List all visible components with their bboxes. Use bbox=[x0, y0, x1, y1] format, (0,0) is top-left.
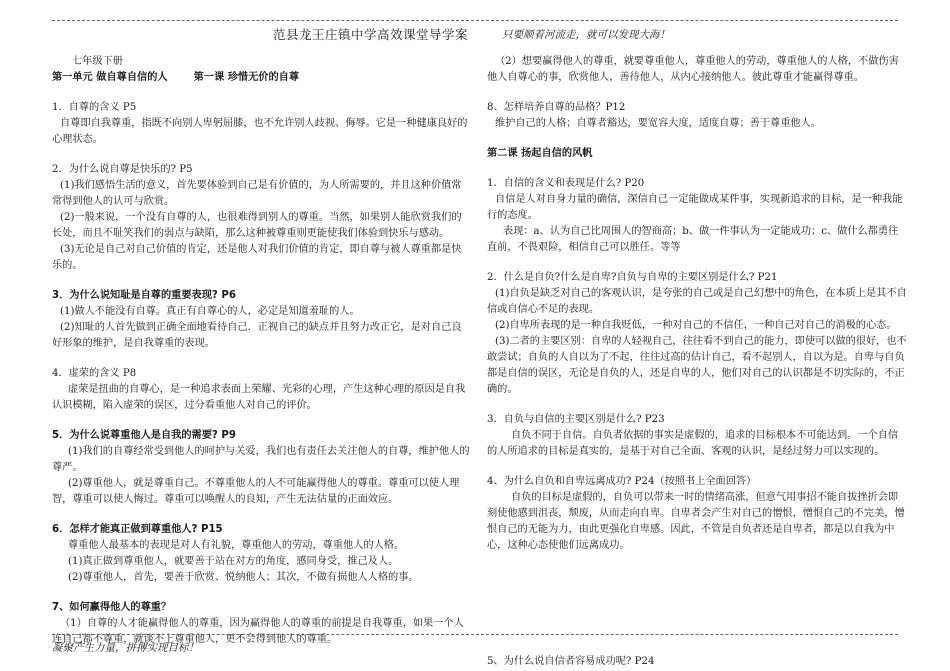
question-title: 4、为什么自负和自卑远离成功? P24（按照书上全面回答） bbox=[487, 476, 757, 487]
grade-label: 七年级下册 bbox=[72, 56, 123, 67]
question-title: 3．为什么说知耻是自尊的重要表现? P6 bbox=[52, 290, 236, 301]
question-1 bbox=[52, 100, 470, 148]
left-column bbox=[52, 54, 470, 648]
question-title: 5．为什么说尊重他人是自我的需要? P9 bbox=[52, 430, 236, 441]
answer-text: (1)做人不能没有自尊。真正有自尊心的人，必定是知道羞耻的人。 bbox=[60, 306, 360, 317]
lesson2-question-1 bbox=[487, 176, 907, 256]
answer-text: 自尊即自我尊重，指既不向别人卑躬屈膝，也不允许别人歧视、侮辱。它是一种健康良好的心理状态。 bbox=[52, 118, 468, 145]
answer-text: 尊重他人最基本的表现是对人有礼貌，尊重他人的劳动，尊重他人的人格。 bbox=[68, 540, 405, 551]
unit-title: 第一单元 做自尊自信的人 bbox=[52, 72, 168, 83]
answer-text: 虚荣是扭曲的自尊心，是一种追求表面上荣耀、光彩的心理，产生这种心理的原因是自我认识模糊，陷入虚荣的误区，过分看重他人对自己的评价。 bbox=[52, 384, 466, 411]
answer-text: (2)尊重他人，首先，要善于欣赏、悦纳他人；其次，不做有损他人人格的事。 bbox=[68, 572, 419, 583]
lesson2-question-4 bbox=[487, 474, 907, 554]
question-6 bbox=[52, 522, 470, 586]
answer-text: 维护自己的人格；自尊者豁达，要宽容大度，适度自尊；善于尊重他人。 bbox=[495, 118, 821, 129]
answer-space bbox=[487, 554, 907, 652]
lesson2-question-5 bbox=[487, 654, 907, 670]
answer-text: (3)无论是自己对自己价值的肯定，还是他人对我们价值的肯定，即自尊与被人尊重都是快乐的。 bbox=[52, 244, 462, 271]
question-8 bbox=[487, 100, 907, 132]
header-title: 范县龙王庄镇中学高效课堂导学案 bbox=[273, 27, 469, 42]
question-title: 5、为什么说自信者容易成功呢? P24 bbox=[487, 656, 655, 667]
answer-text: （1）自尊的人才能赢得他人的尊重，因为赢得他人的尊重的前提是自我尊重，如果一个人连自己都不尊重，就谈不上尊重他人，更不会得到他人的尊重。 bbox=[52, 618, 464, 645]
header-motto: 只要顺着河流走，就可以发现大海！ bbox=[502, 29, 670, 41]
answer-text: (2)知耻的人首先做到正确全面地看待自己．正视自己的缺点并且努力改正它，是对自己良好形象的维护，是自我尊重的表现。 bbox=[52, 322, 462, 349]
question-5 bbox=[52, 428, 470, 508]
question-title: 3．自负与自信的主要区别是什么? P23 bbox=[487, 414, 665, 425]
question-title: 4．虚荣的含义 P8 bbox=[52, 368, 137, 379]
answer-text: (2)一般来说，一个没有自尊的人，也很难得到别人的尊重。当然，如果别人能欣赏我们的长处，而且不耻笑我们的弱点与缺陷，那么这种被尊重则更能使我们体验到快乐与感动。 bbox=[52, 212, 462, 239]
lesson-2-title: 第二课 扬起自信的风帆 bbox=[487, 148, 593, 159]
answer-text: 表现：a、认为自己比周围人的智商高；b、做一件事认为一定能成功；c、做什么都勇往直前，不畏艰险，相信自己可以胜任。等等 bbox=[487, 226, 899, 253]
header-divider bbox=[52, 20, 898, 21]
footer-motto: 凝聚产生力量，拼搏实现目标！ bbox=[52, 642, 199, 654]
question-4 bbox=[52, 366, 470, 414]
answer-text: (3)二者的主要区别：自卑的人轻视自己，往往看不到自己的能力，即使可以做的很好，也不敢尝试；自负的人自以为了不起，往往过高的估计自己，看不起别人，自以为是。自卑与自负都是自信的误区，无论是自负的人，还是自卑的人，他们对自己的认识都是不切实际的，不正确的。 bbox=[487, 336, 907, 395]
question-title: 7、如何赢得他人的尊重？ bbox=[52, 602, 172, 613]
right-column bbox=[487, 54, 907, 670]
answer-text: (1)我们的自尊经常受到他人的呵护与关爱，我们也有责任去关注他人的自尊，维护他人的尊严。 bbox=[52, 446, 470, 473]
answer-text: (1)我们感悟生活的意义，首先要体验到自己是有价值的，为人所需要的，并且这种价值常常得到他人的认可与欣赏。 bbox=[52, 180, 462, 207]
question-title: 2．为什么说自尊是快乐的? P5 bbox=[52, 164, 193, 175]
lesson2-question-2 bbox=[487, 270, 907, 398]
question-3 bbox=[52, 288, 470, 352]
answer-text: 自负的目标是虚假的，自负可以带来一时的情绪高涨，但意气用事招不能自拔挫折会即刻使他感到沮丧，颓废，从而走向自卑。自卑者会产生对自己的憎恨，憎恨自己的不完美，憎恨自己的无能为力，由此更强化自卑感。因此，不管是自负者还是自卑者，都是以自我为中心，这种心态使他们远离成功。 bbox=[487, 492, 905, 551]
unit-heading bbox=[52, 70, 470, 86]
lesson-title: 第一课 珍惜无价的自尊 bbox=[193, 72, 300, 83]
question-2 bbox=[52, 162, 470, 274]
lesson2-question-3 bbox=[487, 412, 907, 460]
question-title: 8、怎样培养自尊的品格？P12 bbox=[487, 102, 626, 113]
answer-text: (2)自卑所表现的是一种自我贬低，一种对自己的不信任，一种自己对自己的消极的心态。 bbox=[495, 320, 897, 331]
question-title: 2．什么是自负?什么是自卑?自负与自卑的主要区别是什么? P21 bbox=[487, 272, 778, 283]
question-title: 6．怎样才能真正做到尊重他人? P15 bbox=[52, 524, 223, 535]
question-title: 1．自尊的含义 P5 bbox=[52, 102, 137, 113]
answer-text: 自负不同于自信。自负者依据的事实是虚假的，追求的目标根本不可能达到。一个自信的人所追求的目标是真实的，是基于对自己全面、客观的认识，是经过努力可以实现的。 bbox=[487, 430, 899, 457]
footer-divider bbox=[52, 634, 898, 635]
answer-text: 自信是人对自身力量的确信，深信自己一定能做成某件事，实现新追求的目标，是一种我能行的态度。 bbox=[487, 194, 903, 221]
question-title: 1．自信的含义和表现是什么? P20 bbox=[487, 178, 645, 189]
answer-text: (1)真正做到尊重他人，就要善于站在对方的角度，感同身受，推己及人。 bbox=[68, 556, 399, 567]
answer-text: (1)自负是缺乏对自己的客观认识，是夸张的自己或是自己幻想中的角色，在本质上是其不自信或自信心不足的表现。 bbox=[487, 288, 907, 315]
answer-text: (2)尊重他人，就是尊重自己。不尊重他人的人不可能赢得他人的尊重。尊重可以使人理智，尊重可以使人悔过。尊重可以唤醒人的良知，产生无法估量的正面效应。 bbox=[52, 478, 460, 505]
answer-text: （2）想要赢得他人的尊重，就要尊重他人，尊重他人的劳动，尊重他人的人格，不做伤害他人自尊心的事，欣赏他人，善待他人，从内心接纳他人。彼此尊重才能赢得尊重。 bbox=[487, 56, 899, 83]
